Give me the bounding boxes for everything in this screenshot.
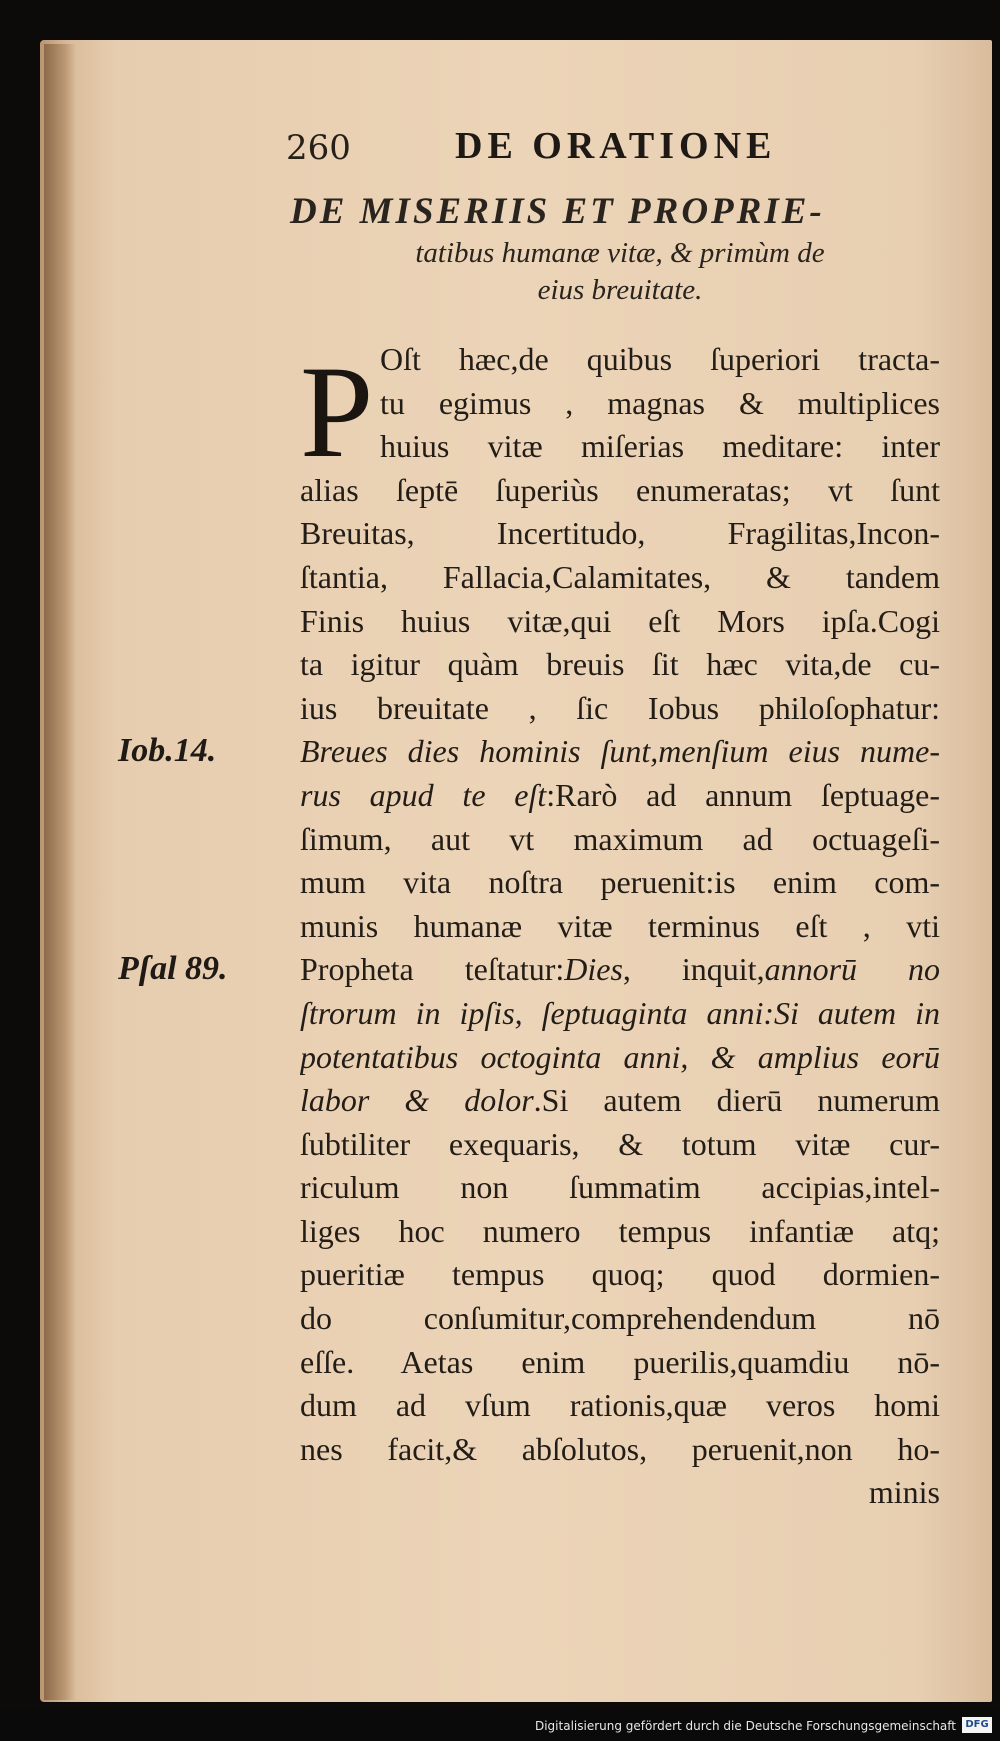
text-line — [300, 382, 940, 426]
dfg-logo: DFG — [962, 1717, 992, 1733]
italic-text: rus apud te eſt — [300, 776, 547, 813]
text-line — [300, 730, 940, 774]
italic-text: Breues dies hominis ſunt,menſium eius nume- — [300, 733, 940, 770]
text-line — [300, 1166, 940, 1210]
text-line — [300, 818, 940, 862]
text-line — [300, 469, 940, 513]
text-line — [300, 905, 940, 949]
text-run: .Si autem dierū numerum — [533, 1082, 940, 1119]
text-run: , inquit, — [622, 951, 765, 988]
text-run: munis humanæ vitæ terminus eſt , vti — [300, 907, 940, 944]
text-line — [300, 774, 940, 818]
page-binding-edge — [44, 44, 76, 1700]
drop-cap: P — [300, 338, 374, 485]
text-run: mum vita noſtra peruenit:is enim com- — [300, 864, 940, 901]
text-run: Finis huius vitæ,qui eſt Mors ipſa.Cogi — [300, 602, 940, 639]
text-run: Breuitas, Incertitudo, Fragilitas,Incon- — [300, 515, 940, 552]
text-line — [300, 556, 940, 600]
text-run: alias ſeptē ſuperiùs enumeratas; vt ſunt — [300, 471, 940, 508]
italic-text: potentatibus octoginta anni, & amplius eorū — [300, 1038, 940, 1075]
margin-note: Pſal 89. — [118, 950, 228, 988]
section-title-line-1: DE MISERIIS ET PROPRIE- — [290, 191, 825, 232]
text-run: pueritiæ tempus quoq; quod dormien- — [300, 1256, 940, 1293]
text-run: riculum non ſummatim accipias,intel- — [300, 1169, 940, 1206]
text-line — [300, 948, 940, 992]
text-run: ſubtiliter exequaris, & totum vitæ cur- — [300, 1125, 940, 1162]
text-line — [300, 1036, 940, 1080]
running-title: DE ORATIONE — [455, 125, 777, 167]
text-run: Propheta teſtatur: — [300, 951, 565, 988]
text-run: nes facit,& abſolutos, peruenit,non ho- — [300, 1430, 940, 1467]
text-line — [300, 512, 940, 556]
footer-credit: Digitalisierung gefördert durch die Deutsche Forschungsgemeinschaft — [534, 1719, 956, 1733]
text-run: :Rarò ad annum ſeptuage- — [546, 776, 940, 813]
text-line — [300, 861, 940, 905]
text-run: eſſe. Aetas enim puerilis,quamdiu nō- — [300, 1343, 940, 1380]
text-line — [300, 338, 940, 382]
text-line — [300, 992, 940, 1036]
text-line — [300, 643, 940, 687]
italic-text: Dies — [564, 951, 623, 988]
text-run: liges hoc numero tempus infantiæ atq; — [300, 1212, 940, 1249]
text-run: huius vitæ miſerias meditare: inter — [380, 428, 940, 465]
text-line — [300, 1253, 940, 1297]
section-title-line-2: tatibus humanæ vitæ, & primùm de — [415, 237, 825, 269]
text-line — [300, 1297, 940, 1341]
body-text — [300, 338, 940, 1515]
margin-note: Iob.14. — [118, 732, 217, 770]
text-line — [300, 1471, 940, 1515]
text-line — [300, 1384, 940, 1428]
text-run: Oſt hæc,de quibus ſuperiori tracta- — [380, 341, 940, 377]
text-run: do conſumitur,comprehendendum nō — [300, 1300, 940, 1337]
text-run: ta igitur quàm breuis ſit hæc vita,de cu- — [300, 646, 940, 683]
text-run: ius breuitate , ſic Iobus philoſophatur: — [300, 689, 940, 726]
text-line — [300, 1123, 940, 1167]
text-run: minis — [868, 1474, 940, 1511]
italic-text: ſtrorum in ipſis, ſeptuaginta anni:Si autem in — [300, 994, 940, 1031]
text-line — [300, 1428, 940, 1472]
text-run: tu egimus , magnas & multiplices — [380, 384, 940, 421]
text-line — [300, 425, 940, 469]
text-run: ſimum, aut vt maximum ad octuageſi- — [300, 820, 940, 857]
section-title — [290, 190, 940, 307]
italic-text: labor & dolor — [300, 1082, 534, 1119]
text-line — [300, 1341, 940, 1385]
text-line — [300, 1079, 940, 1123]
text-line — [300, 600, 940, 644]
text-line — [300, 1210, 940, 1254]
text-run: dum ad vſum rationis,quæ veros homi — [300, 1387, 940, 1424]
section-title-line-3: eius breuitate. — [537, 274, 703, 306]
italic-text: annorū no — [764, 951, 940, 988]
page-number: 260 — [286, 128, 351, 168]
text-run: ſtantia, Fallacia,Calamitates, & tandem — [300, 558, 940, 595]
text-line — [300, 687, 940, 731]
